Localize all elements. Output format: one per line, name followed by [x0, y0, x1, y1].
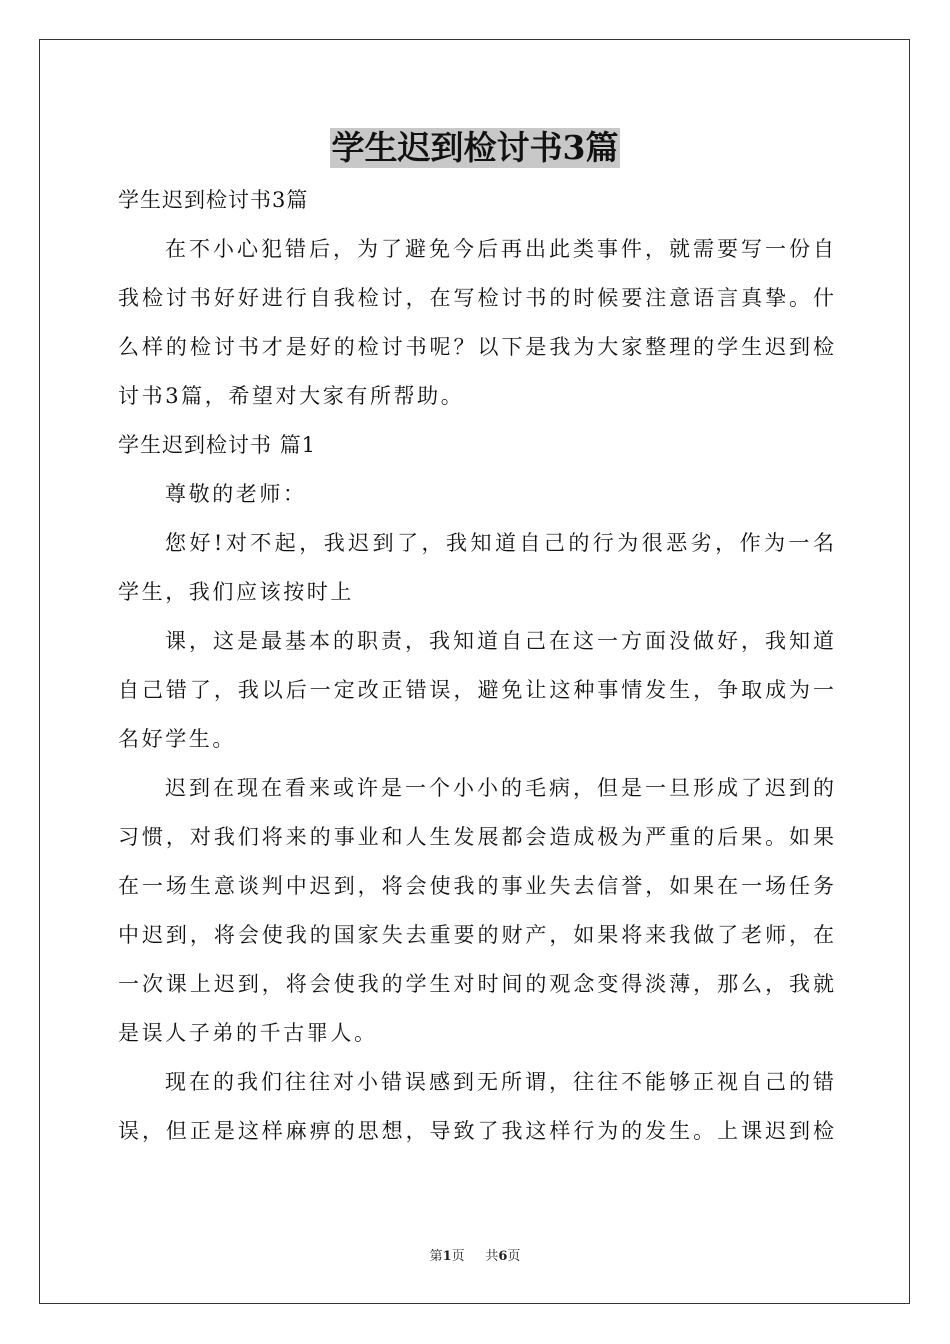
text-line: 自己错了，我以后一定改正错误，避免让这种事情发生，争取成为一: [118, 678, 834, 702]
title-container: [0, 128, 950, 168]
text-line: 名好学生。: [118, 727, 236, 751]
text-line: 是误人子弟的千古罪人。: [118, 1021, 378, 1045]
page-suffix: 页: [451, 1249, 465, 1264]
text-line: 误，但正是这样麻痹的思想，导致了我这样行为的发生。上课迟到检: [118, 1119, 834, 1143]
document-body: [118, 180, 834, 1160]
text-line: 我检讨书好好进行自我检讨，在写检讨书的时候要注意语言真挚。什: [118, 286, 834, 310]
document-title: 学生迟到检讨书3篇: [331, 128, 619, 167]
page-prefix: 第: [429, 1249, 443, 1264]
text-line: 在不小心犯错后，为了避免今后再出此类事件，就需要写一份自: [165, 237, 834, 261]
text-line: 么样的检讨书才是好的检讨书呢？以下是我为大家整理的学生迟到检: [118, 335, 834, 359]
text-line: 课，这是最基本的职责，我知道自己在这一方面没做好，我知道: [165, 629, 834, 653]
page-footer: [0, 1245, 950, 1264]
text-line: 您好!对不起，我迟到了，我知道自己的行为很恶劣，作为一名: [165, 531, 834, 555]
text-line: 在一场生意谈判中迟到，将会使我的事业失去信誉，如果在一场任务: [118, 874, 834, 898]
text-line: 尊敬的老师：: [165, 482, 307, 506]
text-line: 中迟到，将会使我的国家失去重要的财产，如果将来我做了老师，在: [118, 923, 834, 947]
text-line: 习惯，对我们将来的事业和人生发展都会造成极为严重的后果。如果: [118, 825, 834, 849]
text-line: 学生迟到检讨书 篇1: [118, 433, 317, 457]
page-number: 1: [442, 1249, 452, 1264]
text-line: 讨书3篇，希望对大家有所帮助。: [118, 384, 465, 408]
text-line: 迟到在现在看来或许是一个小小的毛病，但是一旦形成了迟到的: [165, 776, 834, 800]
text-line: 现在的我们往往对小错误感到无所谓，往往不能够正视自己的错: [165, 1070, 834, 1094]
text-line: 学生，我们应该按时上: [118, 580, 354, 604]
text-line: 学生迟到检讨书3篇: [118, 188, 309, 212]
total-prefix: 共: [485, 1249, 499, 1264]
total-suffix: 页: [507, 1249, 521, 1264]
total-pages: 6: [498, 1249, 508, 1264]
text-line: 一次课上迟到，将会使我的学生对时间的观念变得淡薄，那么，我就: [118, 972, 834, 996]
